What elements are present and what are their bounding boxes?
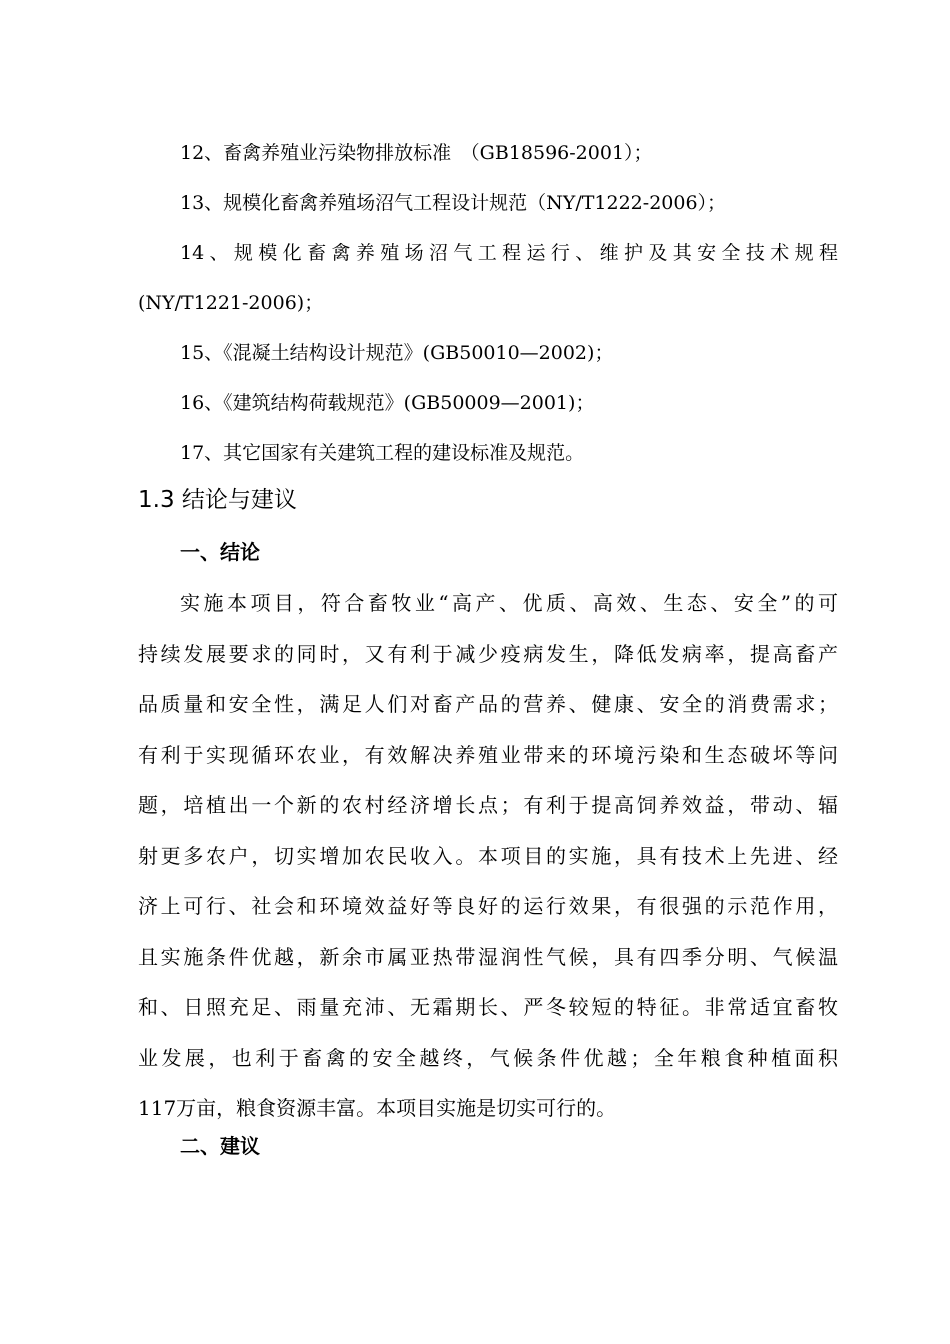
reference-item: 12、畜禽养殖业污染物排放标准 （GB18596-2001）； [180,142,653,164]
conclusion-paragraph [138,578,838,1134]
paragraph-line: 和、日照充足、雨量充沛、无霜期长、严冬较短的特征。非常适宜畜牧 [138,995,838,1019]
reference-item: 17、其它国家有关建筑工程的建设标准及规范。 [180,442,585,464]
paragraph-line: 题，培植出一个新的农村经济增长点；有利于提高饲养效益，带动、辐 [138,793,838,817]
reference-item: 13、规模化畜禽养殖场沼气工程设计规范（NY/T1222-2006）； [180,192,727,214]
paragraph-line: 且实施条件优越，新余市属亚热带湿润性气候，具有四季分明、气候温 [138,944,838,969]
reference-item-line: 14、规模化畜禽养殖场沼气工程运行、维护及其安全技术规程 [180,242,838,264]
paragraph-line: 有利于实现循环农业，有效解决养殖业带来的环境污染和生态破坏等问 [138,742,838,767]
paragraph-line: 济上可行、社会和环境效益好等良好的运行效果，有很强的示范作用， [138,894,838,918]
reference-item: 16、《建筑结构荷载规范》(GB50009—2001)； [180,392,595,414]
paragraph-line: 117万亩，粮食资源丰富。本项目实施是切实可行的。 [138,1096,617,1120]
reference-item: 15、《混凝土结构设计规范》(GB50010—2002)； [180,342,614,364]
paragraph-line: 持续发展要求的同时，又有利于减少疫病发生，降低发病率，提高畜产 [138,641,838,666]
paragraph-line: 实施本项目，符合畜牧业“高产、优质、高效、生态、安全”的可 [180,591,838,615]
conclusion-heading: 一、结论 [180,540,260,564]
paragraph-line: 射更多农户，切实增加农民收入。本项目的实施，具有技术上先进、经 [138,843,838,868]
section-title: 1.3 结论与建议 [138,487,297,513]
reference-list [138,128,838,478]
reference-item [138,228,838,328]
paragraph-line: 业发展，也利于畜禽的安全越终，气候条件优越；全年粮食种植面积 [138,1045,838,1070]
paragraph-line: 品质量和安全性，满足人们对畜产品的营养、健康、安全的消费需求； [138,692,838,716]
suggestion-heading: 二、建议 [180,1134,260,1158]
reference-item-line: (NY/T1221-2006)； [138,292,324,314]
